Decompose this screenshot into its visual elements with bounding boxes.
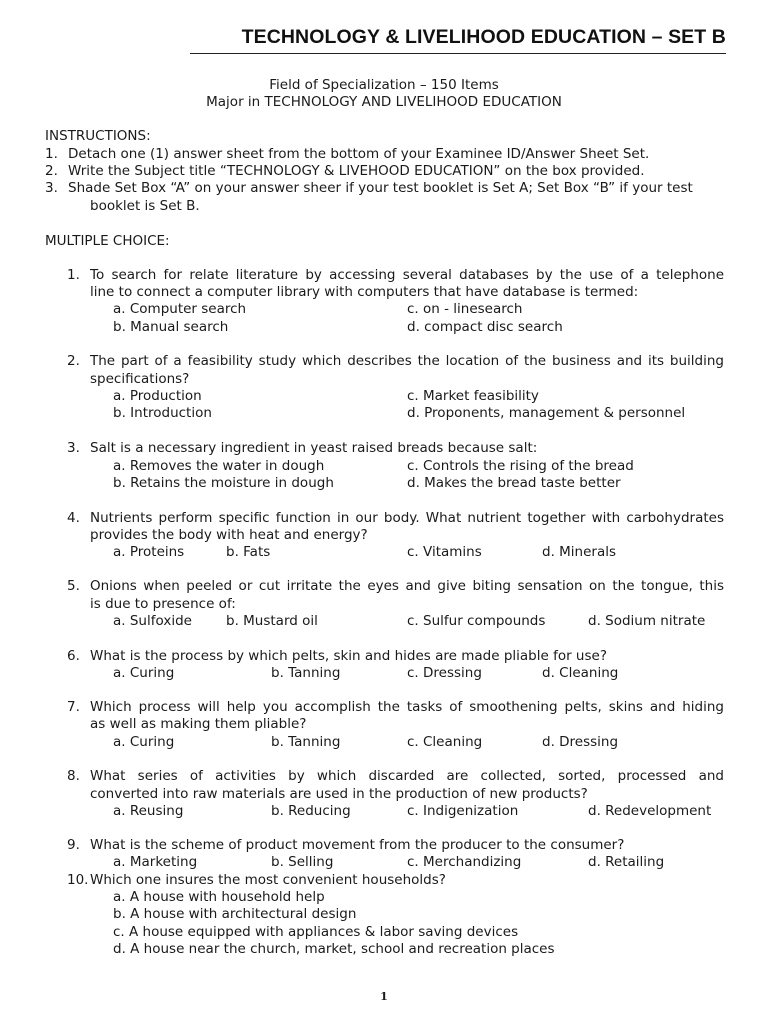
question-number: 1. bbox=[67, 267, 80, 283]
answer-option: c. Indigenization bbox=[407, 803, 519, 819]
answer-option: a. Computer search bbox=[113, 301, 247, 317]
question-number: 3. bbox=[67, 440, 80, 456]
answer-option: c. Dressing bbox=[407, 665, 482, 681]
answer-option: c. Merchandizing bbox=[407, 854, 522, 870]
answer-option: a. Reusing bbox=[113, 803, 184, 819]
instruction-text: Write the Subject title “TECHNOLOGY & LIVEHOOD EDUCATION” on the box provided. bbox=[68, 163, 645, 179]
answer-option: a. Sulfoxide bbox=[113, 613, 192, 629]
answer-option: b. Selling bbox=[271, 854, 334, 870]
question-text: is due to presence of: bbox=[90, 596, 236, 612]
instruction-number: 1. bbox=[45, 146, 58, 162]
answer-option: c. A house equipped with appliances & labor saving devices bbox=[113, 924, 519, 940]
question-text: line to connect a computer library with computers that have database is termed: bbox=[90, 284, 639, 300]
answer-option: d. Proponents, management & personnel bbox=[407, 405, 686, 421]
instructions-heading: INSTRUCTIONS: bbox=[45, 128, 151, 144]
page-header-title: TECHNOLOGY & LIVELIHOOD EDUCATION – SET B bbox=[241, 26, 726, 48]
question-text: Salt is a necessary ingredient in yeast raised breads because salt: bbox=[90, 440, 538, 456]
instruction-text: Shade Set Box “A” on your answer sheer if your test booklet is Set A; Set Box “B” if your test bbox=[68, 180, 693, 196]
answer-option: c. Market feasibility bbox=[407, 388, 539, 404]
answer-option: c. Sulfur compounds bbox=[407, 613, 546, 629]
instruction-number: 3. bbox=[45, 180, 58, 196]
answer-option: b. Retains the moisture in dough bbox=[113, 475, 334, 491]
answer-option: b. Introduction bbox=[113, 405, 212, 421]
answer-option: c. Vitamins bbox=[407, 544, 482, 560]
question-text: Which process will help you accomplish the tasks of smoothening pelts, skins and hiding bbox=[90, 699, 724, 715]
answer-option: b. Tanning bbox=[271, 665, 341, 681]
answer-option: d. Dressing bbox=[542, 734, 619, 750]
major-line: Major in TECHNOLOGY AND LIVELIHOOD EDUCATION bbox=[206, 94, 562, 110]
answer-option: c. on - linesearch bbox=[407, 301, 523, 317]
answer-option: b. A house with architectural design bbox=[113, 906, 357, 922]
answer-option: d. A house near the church, market, school and recreation places bbox=[113, 941, 555, 957]
question-number: 2. bbox=[67, 353, 80, 369]
header-rule bbox=[190, 53, 726, 54]
answer-option: a. Marketing bbox=[113, 854, 198, 870]
answer-option: d. Redevelopment bbox=[588, 803, 712, 819]
answer-option: a. Removes the water in dough bbox=[113, 458, 325, 474]
question-number: 6. bbox=[67, 648, 80, 664]
question-text: specifications? bbox=[90, 371, 190, 387]
instruction-number: 2. bbox=[45, 163, 58, 179]
page-number: 1 bbox=[380, 990, 388, 1003]
question-text: Nutrients perform specific function in our body. What nutrient together with carbohydrates bbox=[90, 510, 724, 526]
answer-option: c. Controls the rising of the bread bbox=[407, 458, 634, 474]
instruction-text-continued: booklet is Set B. bbox=[90, 198, 200, 214]
answer-option: d. Makes the bread taste better bbox=[407, 475, 621, 491]
instruction-text: Detach one (1) answer sheet from the bottom of your Examinee ID/Answer Sheet Set. bbox=[68, 146, 650, 162]
answer-option: a. A house with household help bbox=[113, 889, 325, 905]
answer-option: b. Manual search bbox=[113, 319, 229, 335]
question-number: 10. bbox=[67, 872, 89, 888]
question-text: What series of activities by which discarded are collected, sorted, processed and bbox=[90, 768, 724, 784]
answer-option: d. Minerals bbox=[542, 544, 617, 560]
answer-option: d. Retailing bbox=[588, 854, 665, 870]
question-text: What is the scheme of product movement from the producer to the consumer? bbox=[90, 837, 625, 853]
question-text: Which one insures the most convenient households? bbox=[90, 872, 446, 888]
section-heading: MULTIPLE CHOICE: bbox=[45, 233, 170, 249]
answer-option: a. Curing bbox=[113, 734, 175, 750]
question-number: 9. bbox=[67, 837, 80, 853]
question-text: What is the process by which pelts, skin and hides are made pliable for use? bbox=[90, 648, 607, 664]
question-number: 8. bbox=[67, 768, 80, 784]
field-of-specialization: Field of Specialization – 150 Items bbox=[269, 77, 499, 93]
answer-option: b. Mustard oil bbox=[226, 613, 318, 629]
question-text: provides the body with heat and energy? bbox=[90, 527, 368, 543]
question-number: 4. bbox=[67, 510, 80, 526]
answer-option: b. Reducing bbox=[271, 803, 351, 819]
answer-option: a. Proteins bbox=[113, 544, 185, 560]
answer-option: d. Cleaning bbox=[542, 665, 619, 681]
question-text: The part of a feasibility study which describes the location of the business and its building bbox=[90, 353, 724, 369]
answer-option: b. Fats bbox=[226, 544, 271, 560]
answer-option: d. compact disc search bbox=[407, 319, 563, 335]
answer-option: a. Production bbox=[113, 388, 202, 404]
question-number: 5. bbox=[67, 578, 80, 594]
question-text: To search for relate literature by accessing several databases by the use of a telephone bbox=[90, 267, 724, 283]
answer-option: b. Tanning bbox=[271, 734, 341, 750]
question-text: Onions when peeled or cut irritate the eyes and give biting sensation on the tongue, this bbox=[90, 578, 724, 594]
question-number: 7. bbox=[67, 699, 80, 715]
answer-option: c. Cleaning bbox=[407, 734, 483, 750]
answer-option: d. Sodium nitrate bbox=[588, 613, 706, 629]
answer-option: a. Curing bbox=[113, 665, 175, 681]
question-text: as well as making them pliable? bbox=[90, 716, 307, 732]
question-text: converted into raw materials are used in the production of new products? bbox=[90, 786, 588, 802]
